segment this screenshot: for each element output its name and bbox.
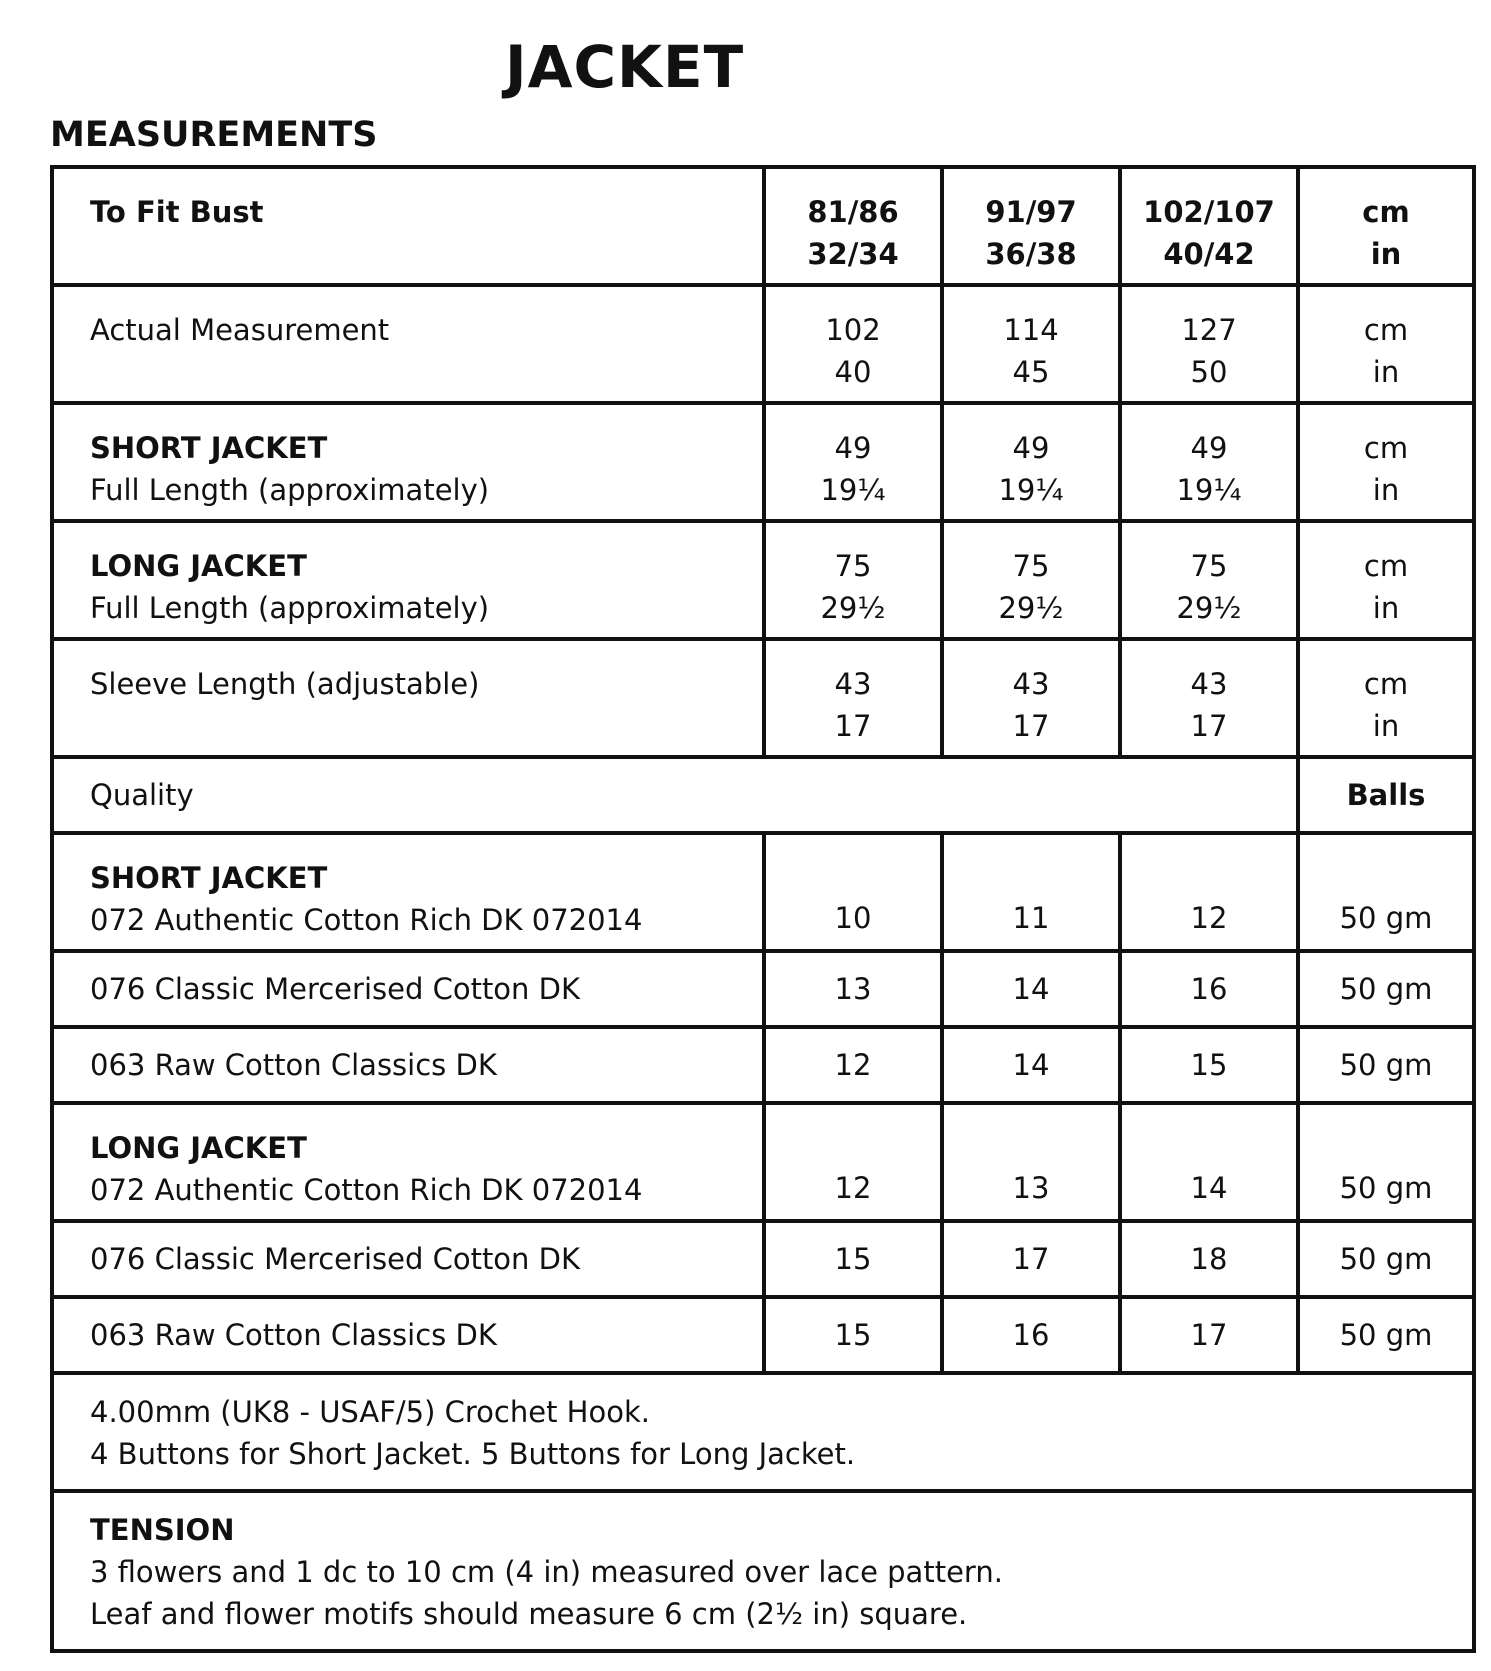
- ball-weight: 50 gm: [1298, 1297, 1474, 1373]
- quality-label: Quality: [52, 757, 1298, 833]
- measure-value: 127 50: [1120, 285, 1298, 403]
- ball-count: 16: [942, 1297, 1120, 1373]
- measure-value: 43 17: [942, 639, 1120, 757]
- ball-count: 14: [942, 1027, 1120, 1103]
- measure-unit: cm in: [1298, 403, 1474, 521]
- size-header: 81/86 32/34: [764, 167, 942, 285]
- measure-value: 49 19¼: [942, 403, 1120, 521]
- measure-row: [52, 285, 1474, 403]
- measure-value: 75 29½: [764, 521, 942, 639]
- measure-value: 75 29½: [1120, 521, 1298, 639]
- yarn-label: 063 Raw Cotton Classics DK: [52, 1027, 764, 1103]
- ball-count: 13: [942, 1103, 1120, 1221]
- notions-text: 4.00mm (UK8 - USAF/5) Crochet Hook. 4 Buttons for Short Jacket. 5 Buttons for Long Jacket.: [52, 1373, 1474, 1491]
- size-header: 91/97 36/38: [942, 167, 1120, 285]
- ball-count: 14: [1120, 1103, 1298, 1221]
- quality-row: [52, 757, 1474, 833]
- ball-count: 12: [764, 1103, 942, 1221]
- tension-text: TENSION 3 flowers and 1 dc to 10 cm (4 in) measured over lace pattern. Leaf and flower motifs should measure 6 cm (2½ in) square.: [52, 1491, 1474, 1651]
- ball-weight: 50 gm: [1298, 1103, 1474, 1221]
- ball-count: 15: [1120, 1027, 1298, 1103]
- yarn-label: LONG JACKET 072 Authentic Cotton Rich DK 072014: [52, 1103, 764, 1221]
- ball-count: 18: [1120, 1221, 1298, 1297]
- yarn-label: 076 Classic Mercerised Cotton DK: [52, 951, 764, 1027]
- section-title: MEASUREMENTS: [50, 115, 378, 155]
- measure-unit: cm in: [1298, 521, 1474, 639]
- notions-row: [52, 1373, 1474, 1491]
- ball-count: 16: [1120, 951, 1298, 1027]
- ball-count: 12: [764, 1027, 942, 1103]
- size-header: 102/107 40/42: [1120, 167, 1298, 285]
- ball-count: 17: [942, 1221, 1120, 1297]
- measure-value: 114 45: [942, 285, 1120, 403]
- ball-count: 13: [764, 951, 942, 1027]
- measure-unit: cm in: [1298, 639, 1474, 757]
- ball-count: 10: [764, 833, 942, 951]
- yarn-row: [52, 951, 1474, 1027]
- measure-row: [52, 403, 1474, 521]
- yarn-label: 063 Raw Cotton Classics DK: [52, 1297, 764, 1373]
- measure-value: 43 17: [1120, 639, 1298, 757]
- yarn-label: 076 Classic Mercerised Cotton DK: [52, 1221, 764, 1297]
- ball-weight: 50 gm: [1298, 833, 1474, 951]
- measure-label: Sleeve Length (adjustable): [52, 639, 764, 757]
- ball-weight: 50 gm: [1298, 1027, 1474, 1103]
- measure-value: 43 17: [764, 639, 942, 757]
- ball-count: 15: [764, 1297, 942, 1373]
- ball-count: 14: [942, 951, 1120, 1027]
- tension-row: [52, 1491, 1474, 1651]
- measure-row: [52, 521, 1474, 639]
- yarn-row: [52, 1297, 1474, 1373]
- measurements-table: [50, 165, 1476, 1653]
- ball-count: 15: [764, 1221, 942, 1297]
- measure-label: LONG JACKET Full Length (approximately): [52, 521, 764, 639]
- yarn-row: [52, 1221, 1474, 1297]
- measure-value: 75 29½: [942, 521, 1120, 639]
- ball-count: 17: [1120, 1297, 1298, 1373]
- ball-weight: 50 gm: [1298, 1221, 1474, 1297]
- ball-count: 11: [942, 833, 1120, 951]
- ball-count: 12: [1120, 833, 1298, 951]
- balls-label: Balls: [1298, 757, 1474, 833]
- bust-header-row: [52, 167, 1474, 285]
- yarn-row: [52, 1027, 1474, 1103]
- measure-label: SHORT JACKET Full Length (approximately): [52, 403, 764, 521]
- tension-heading: TENSION: [90, 1513, 235, 1547]
- measure-label: Actual Measurement: [52, 285, 764, 403]
- bust-label: To Fit Bust: [52, 167, 764, 285]
- measure-value: 49 19¼: [764, 403, 942, 521]
- measure-unit: cm in: [1298, 285, 1474, 403]
- yarn-label: SHORT JACKET 072 Authentic Cotton Rich DK 072014: [52, 833, 764, 951]
- yarn-row: [52, 1103, 1474, 1221]
- measure-value: 49 19¼: [1120, 403, 1298, 521]
- ball-weight: 50 gm: [1298, 951, 1474, 1027]
- measure-row: [52, 639, 1474, 757]
- page-title: JACKET: [505, 33, 745, 101]
- yarn-row: [52, 833, 1474, 951]
- measure-value: 102 40: [764, 285, 942, 403]
- unit-header: cm in: [1298, 167, 1474, 285]
